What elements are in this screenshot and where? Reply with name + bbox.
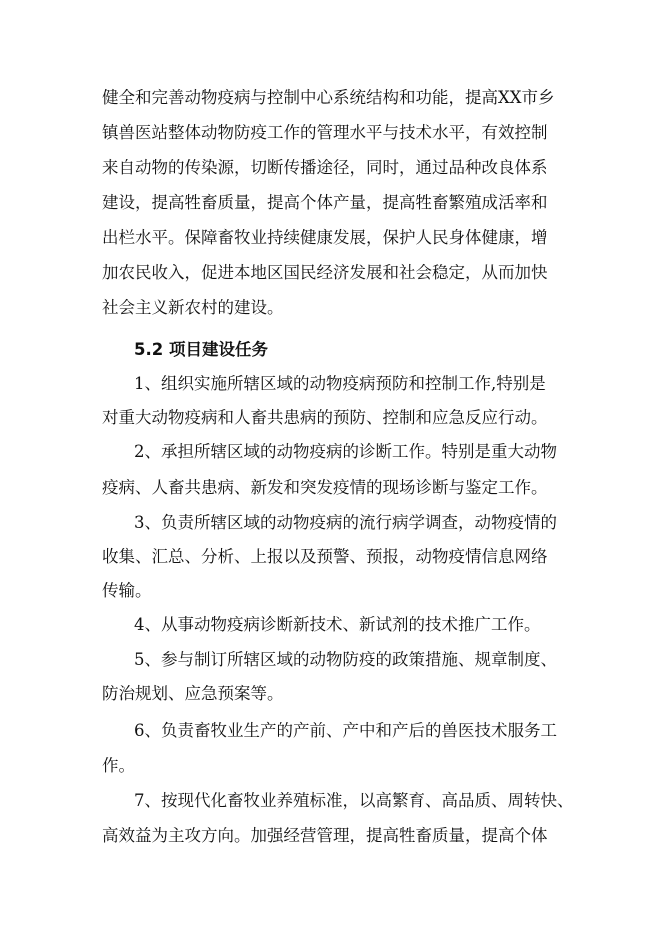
intro-line-7: 社会主义新农村的建设。 [102, 298, 284, 317]
task-3-line-1: 3、负责所辖区域的动物疫病的流行病学调查，动物疫情的 [134, 513, 557, 532]
intro-line-4: 建设，提高牲畜质量，提高个体产量，提高牲畜繁殖成活率和 [102, 193, 548, 212]
task-2-line-1: 2、承担所辖区域的动物疫病的诊断工作。特别是重大动物 [134, 442, 557, 461]
intro-line-1: 健全和完善动物疫病与控制中心系统结构和功能，提高XX市乡 [102, 88, 555, 107]
intro-line-3: 来自动物的传染源，切断传播途径，同时，通过品种改良体系 [102, 158, 548, 177]
intro-line-6: 加农民收入，促进本地区国民经济发展和社会稳定，从而加快 [102, 263, 548, 282]
task-1-line-2: 对重大动物疫病和人畜共患病的预防、控制和应急反应行动。 [102, 408, 548, 427]
task-5-line-1: 5、参与制订所辖区域的动物防疫的政策措施、规章制度、 [134, 650, 557, 669]
section-heading: 5.2 项目建设任务 [134, 340, 268, 359]
task-2-line-2: 疫病、人畜共患病、新发和突发疫情的现场诊断与鉴定工作。 [102, 478, 548, 497]
task-3-line-3: 传输。 [102, 581, 152, 600]
task-6-line-1: 6、负责畜牧业生产的产前、产中和产后的兽医技术服务工 [134, 721, 557, 740]
intro-line-5: 出栏水平。保障畜牧业持续健康发展，保护人民身体健康，增 [102, 228, 548, 247]
task-1-line-1: 1、组织实施所辖区域的动物疫病预防和控制工作,特别是 [134, 374, 546, 393]
task-7-line-1: 7、按现代化畜牧业养殖标准，以高繁育、高品质、周转快、 [134, 791, 574, 810]
task-7-line-2: 高效益为主攻方向。加强经营管理，提高牲畜质量，提高个体 [102, 826, 548, 845]
task-4-line-1: 4、从事动物疫病诊断新技术、新试剂的技术推广工作。 [134, 615, 541, 634]
task-6-line-2: 作。 [102, 756, 135, 775]
intro-line-2: 镇兽医站整体动物防疫工作的管理水平与技术水平，有效控制 [102, 123, 548, 142]
task-5-line-2: 防治规划、应急预案等。 [102, 684, 284, 703]
task-3-line-2: 收集、汇总、分析、上报以及预警、预报，动物疫情信息网络 [102, 547, 548, 566]
